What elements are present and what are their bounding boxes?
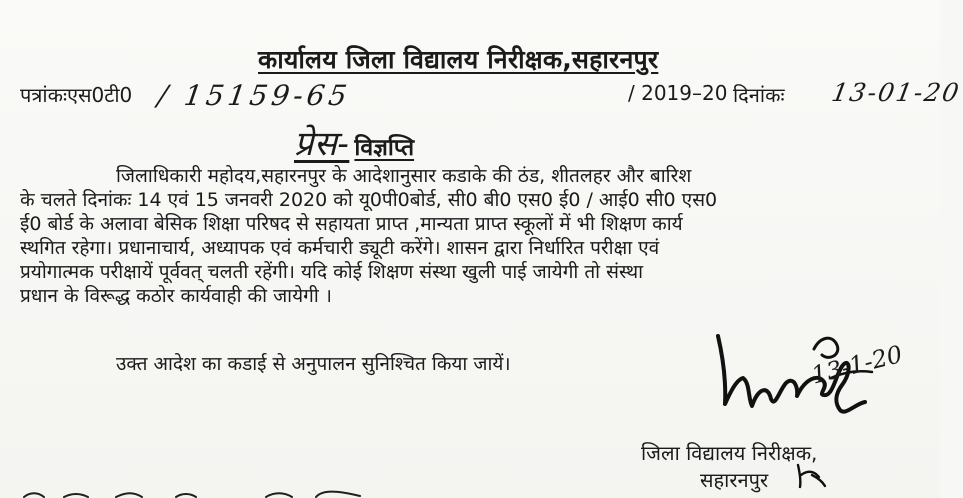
body-line: प्रयोगात्मक परीक्षायें पूर्ववत् चलती रहेंगी। यदि कोई शिक्षण संस्था खुली पाई जायेगी तो संस्था xyxy=(20,261,644,283)
signature-date: 13-1-20 xyxy=(808,340,906,390)
body-line: स्थगित रहेगा। प्रधानाचार्य, अध्यापक एवं कर्मचारी ड्यूटी करेंगे। शासन द्वारा निर्धारित परीक्षा एवं xyxy=(20,237,660,259)
compliance-order-line: उक्त आदेश का कडाई से अनुपालन सुनिश्चित किया जायें। xyxy=(116,353,511,375)
press-release-body xyxy=(20,164,920,308)
body-line: के चलते दिनांकः 14 एवं 15 जनवरी 2020 को यू0पी0बोर्ड, सी0 बी0 एस0 ई0 / आई0 सी0 एस0 xyxy=(20,189,718,211)
press-printed-label: विज्ञप्ति xyxy=(354,135,415,161)
reference-prefix: पत्रांकःएस0टी0 xyxy=(20,83,133,107)
session-year: / 2019–20 xyxy=(628,81,728,105)
handwritten-date: 13-01-20 xyxy=(829,78,963,107)
signatory-designation: जिला विद्यालय निरीक्षक, xyxy=(641,441,818,465)
handwritten-reference-number: / 15159-65 xyxy=(155,79,353,112)
press-release-heading xyxy=(294,119,414,165)
press-handwritten-label: प्रेस- xyxy=(294,124,350,164)
body-line: ई0 बोर्ड के अलावा बेसिक शिक्षा परिषद से सहायता प्राप्त ,मान्यता प्राप्त स्कूलों में भी शिक्षण कार्य xyxy=(20,213,683,235)
date-label: दिनांकः xyxy=(733,83,785,107)
body-line: जिलाधिकारी महोदय,सहारनपुर के आदेशानुसार कडाके की ठंड, शीतलहर और बारिश xyxy=(116,165,692,187)
signatory-district: सहारनपुर xyxy=(700,468,769,492)
reference-date-line xyxy=(20,78,963,113)
body-line: प्रधान के विरूद्ध कठोर कार्यवाही की जायेगी । xyxy=(20,285,332,307)
cropped-next-line-marks xyxy=(0,485,940,498)
office-title: कार्यालय जिला विद्यालय निरीक्षक,सहारनपुर xyxy=(258,45,659,74)
